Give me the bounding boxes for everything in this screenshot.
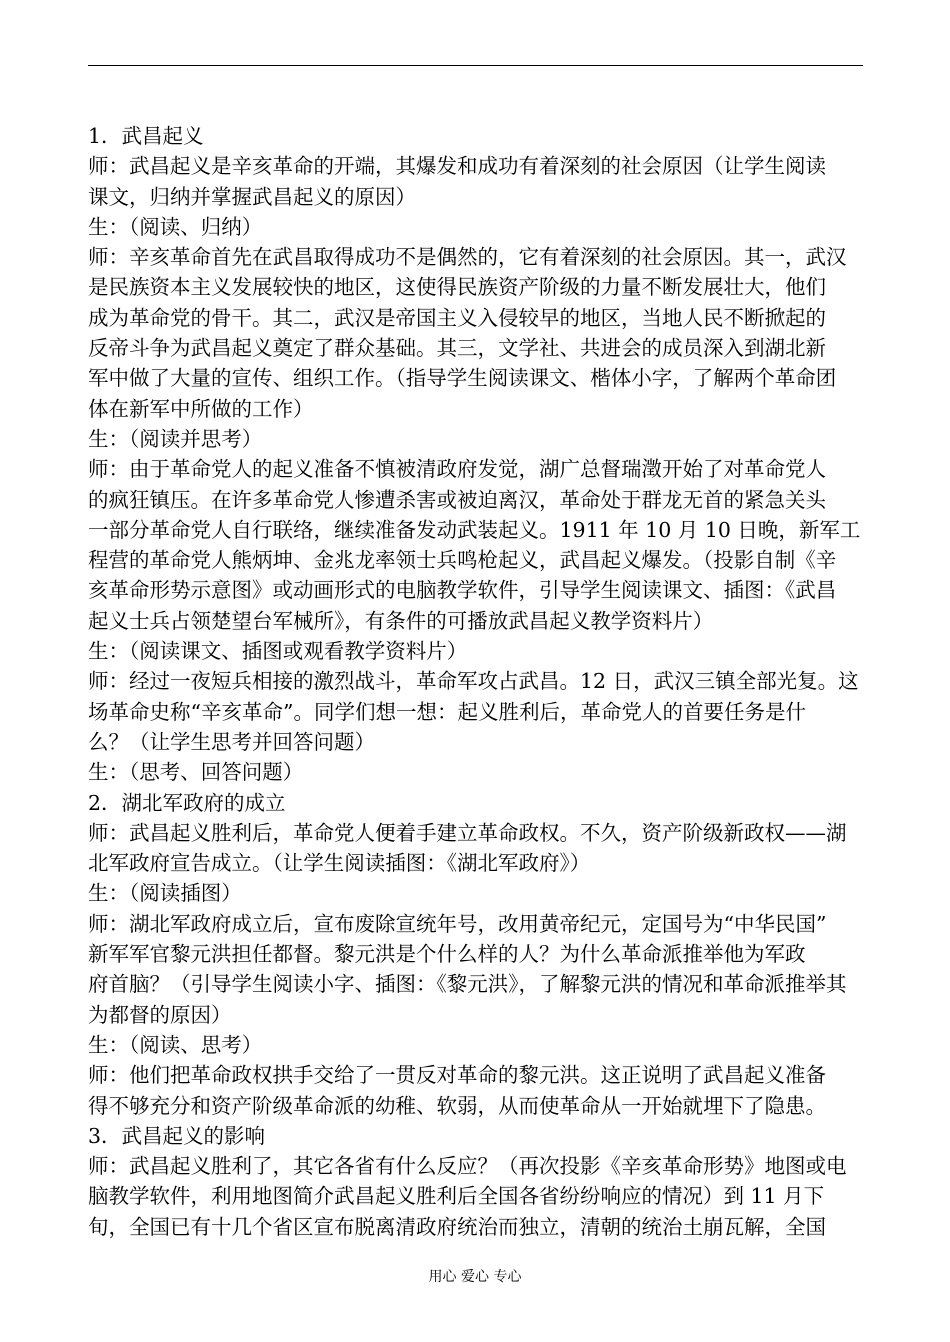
- text-line: 反帝斗争为武昌起义奠定了群众基础。其三，文学社、共进会的成员深入到湖北新: [88, 336, 826, 361]
- text-line: 生：（阅读插图）: [88, 881, 242, 906]
- text-line: 亥革命形势示意图》或动画形式的电脑教学软件，引导学生阅读课文、插图：《武昌: [88, 578, 837, 603]
- text-line: 生：（阅读、思考）: [88, 1032, 263, 1057]
- text-line: 师：武昌起义胜利后，革命党人便着手建立革命政权。不久，资产阶级新政权——湖: [88, 820, 847, 845]
- page-footer: 用心 爱心 专心: [428, 1269, 522, 1285]
- text-line: 脑教学软件，利用地图简介武昌起义胜利后全国各省纷纷响应的情况）到 11 月下: [88, 1184, 825, 1209]
- text-line: 1．武昌起义: [88, 124, 204, 148]
- text-line: 得不够充分和资产阶级革命派的幼稚、软弱，从而使革命从一开始就埋下了隐患。: [88, 1093, 826, 1118]
- text-line: 课文，归纳并掌握武昌起义的原因）: [88, 184, 416, 209]
- text-line: 3．武昌起义的影响: [88, 1123, 266, 1148]
- text-line: 2．湖北军政府的成立: [88, 790, 286, 815]
- text-line: 起义士兵占领楚望台军械所》，有条件的可播放武昌起义教学资料片）: [88, 608, 714, 633]
- text-line: 新军军官黎元洪担任都督。黎元洪是个什么样的人？为什么革命派推举他为军政: [88, 942, 806, 967]
- text-line: 成为革命党的骨干。其二，武汉是帝国主义入侵较早的地区，当地人民不断掀起的: [88, 305, 826, 330]
- text-line: 旬，全国已有十几个省区宣布脱离清政府统治而独立，清朝的统治土崩瓦解，全国: [88, 1214, 826, 1239]
- text-line: 生：（阅读并思考）: [88, 426, 263, 451]
- header-rule: [88, 65, 863, 66]
- text-line: 师：由于革命党人的起义准备不慎被清政府发觉，湖广总督瑞澂开始了对革命党人: [88, 457, 826, 482]
- text-line: 场革命史称“辛亥革命”。同学们想一想：起义胜利后，革命党人的首要任务是什: [88, 699, 806, 724]
- document-body: [88, 121, 868, 1242]
- text-line: 北军政府宣告成立。（让学生阅读插图：《湖北军政府》）: [88, 851, 591, 876]
- text-line: 军中做了大量的宣传、组织工作。（指导学生阅读课文、楷体小字，了解两个革命团: [88, 366, 837, 391]
- text-line: 的疯狂镇压。在许多革命党人惨遭杀害或被迫离汉，革命处于群龙无首的紧急关头: [88, 487, 826, 512]
- text-line: 体在新军中所做的工作）: [88, 396, 314, 421]
- text-line: 么？（让学生思考并回答问题）: [88, 729, 375, 754]
- text-line: 为都督的原因）: [88, 1002, 232, 1027]
- text-line: 程营的革命党人熊炳坤、金兆龙率领士兵鸣枪起义，武昌起义爆发。（投影自制《辛: [88, 548, 837, 573]
- text-line: 师：武昌起义是辛亥革命的开端，其爆发和成功有着深刻的社会原因（让学生阅读: [88, 154, 826, 179]
- text-line: 师：他们把革命政权拱手交给了一贯反对革命的黎元洪。这正说明了武昌起义准备: [88, 1063, 826, 1088]
- text-line: 是民族资本主义发展较快的地区，这使得民族资产阶级的力量不断发展壮大，他们: [88, 275, 826, 300]
- text-line: 师：武昌起义胜利了，其它各省有什么反应？（再次投影《辛亥革命形势》地图或电: [88, 1154, 847, 1179]
- text-line: 府首脑？（引导学生阅读小字、插图：《黎元洪》，了解黎元洪的情况和革命派推举其: [88, 972, 847, 997]
- text-line: 一部分革命党人自行联络，继续准备发动武装起义。1911 年 10 月 10 日晚，新军工: [88, 517, 861, 542]
- text-line: 生：（阅读、归纳）: [88, 214, 263, 239]
- text-line: 师：湖北军政府成立后，宣布废除宣统年号，改用黄帝纪元，定国号为“中华民国”: [88, 911, 827, 936]
- text-line: 师：辛亥革命首先在武昌取得成功不是偶然的，它有着深刻的社会原因。其一，武汉: [88, 245, 847, 270]
- text-line: 生：（阅读课文、插图或观看教学资料片）: [88, 639, 468, 664]
- text-line: 生：（思考、回答问题）: [88, 760, 304, 785]
- text-line: 师：经过一夜短兵相接的激烈战斗，革命军攻占武昌。12 日，武汉三镇全部光复。这: [88, 669, 859, 694]
